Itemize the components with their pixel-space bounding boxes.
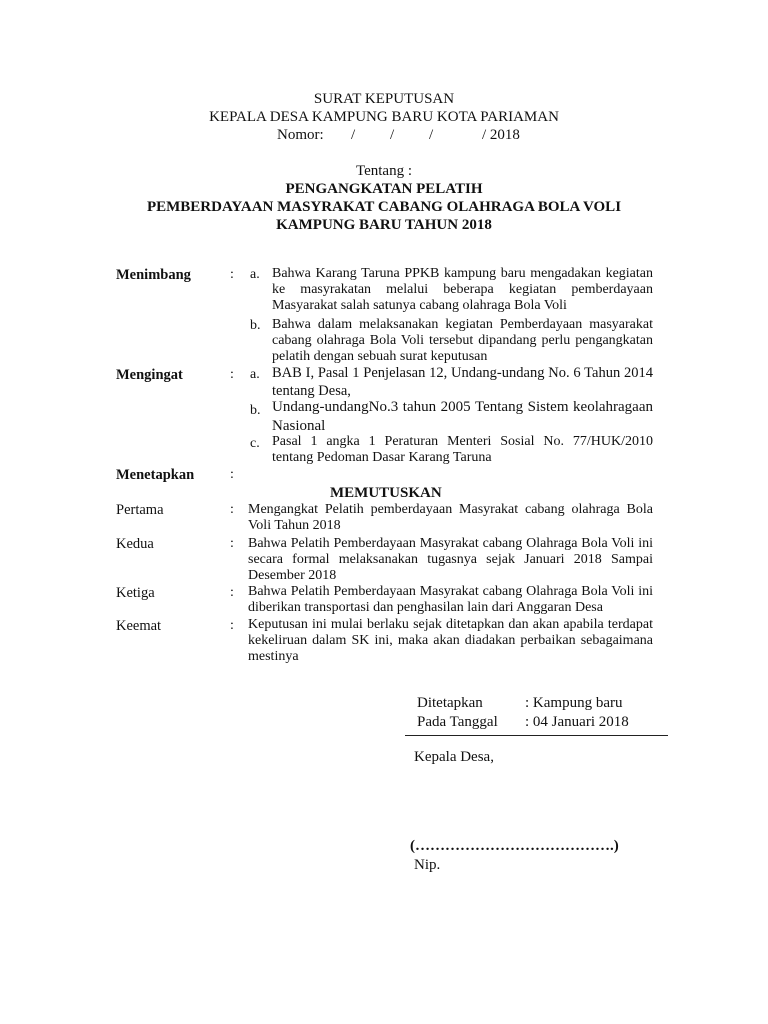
signature-divider <box>405 735 668 736</box>
nomor-label: Nomor: <box>277 127 324 143</box>
mengingat-item-a: BAB I, Pasal 1 Penjelasan 12, Undang-undang No. 6 Tahun 2014 tentang Desa, <box>272 365 653 399</box>
document-issuer: KEPALA DESA KAMPUNG BARU KOTA PARIAMAN <box>209 109 559 125</box>
ketiga-label: Ketiga <box>116 585 155 601</box>
subject-line: KAMPUNG BARU TAHUN 2018 <box>276 217 492 233</box>
keemat-text: Keputusan ini mulai berlaku sejak ditetapkan dan akan apabila terdapat kekeliruan dalam SK ini, maka akan diadakan perbaikan sebagaimana mestinya <box>248 617 653 664</box>
section-colon: : <box>230 502 234 517</box>
pertama-label: Pertama <box>116 502 164 518</box>
section-colon: : <box>230 585 234 600</box>
item-letter: b. <box>250 318 261 333</box>
section-colon: : <box>230 267 234 282</box>
signer-role: Kepala Desa, <box>414 749 494 765</box>
menimbang-item-b: Bahwa dalam melaksanakan kegiatan Pemberdayaan masyarakat cabang olahraga Bola Voli tersebut dipandang perlu pengangkatan pelatih dengan sebuah surat keputusan <box>272 317 653 364</box>
menimbang-item-a: Bahwa Karang Taruna PPKB kampung baru mengadakan kegiatan ke masyrakatan melalui beberapa kegiatan pemberdayaan Masyarakat salah satunya cabang olahraga Bola Voli <box>272 266 653 313</box>
menimbang-label: Menimbang <box>116 267 191 283</box>
mengingat-item-c: Pasal 1 angka 1 Peraturan Menteri Sosial No. 77/HUK/2010 tentang Pedoman Dasar Karang Taruna <box>272 434 653 465</box>
nomor-slash: / <box>429 127 434 143</box>
subject-line: PEMBERDAYAAN MASYRAKAT CABANG OLAHRAGA BOLA VOLI <box>146 199 622 215</box>
ditetapkan-label: Ditetapkan <box>417 695 483 711</box>
section-colon: : <box>230 367 234 382</box>
menetapkan-label: Menetapkan <box>116 467 195 483</box>
kedua-label: Kedua <box>116 536 154 552</box>
item-letter: b. <box>250 403 261 418</box>
tentang-label: Tentang : <box>355 163 412 179</box>
signer-name-placeholder: (………………………………….) <box>410 838 619 854</box>
tanggal-label: Pada Tanggal <box>417 714 498 730</box>
ketiga-text: Bahwa Pelatih Pemberdayaan Masyrakat cabang Olahraga Bola Voli ini diberikan transportasi dan penghasilan lain dari Anggaran Desa <box>248 584 653 615</box>
subject-line: PENGANGKATAN PELATIH <box>285 181 483 197</box>
tanggal-value: : 04 Januari 2018 <box>525 714 629 730</box>
item-letter: a. <box>250 267 260 282</box>
nomor-slash: / <box>351 127 356 143</box>
mengingat-label: Mengingat <box>116 367 183 383</box>
signer-nip: Nip. <box>414 857 441 873</box>
item-letter: a. <box>250 367 260 382</box>
nomor-year: / 2018 <box>482 127 520 143</box>
section-colon: : <box>230 618 234 633</box>
mengingat-item-b: Undang-undangNo.3 tahun 2005 Tentang Sistem keolahragaan Nasional <box>272 399 653 434</box>
pertama-text: Mengangkat Pelatih pemberdayaan Masyrakat cabang olahraga Bola Voli Tahun 2018 <box>248 502 653 533</box>
item-letter: c. <box>250 436 260 451</box>
keemat-label: Keemat <box>116 618 162 634</box>
section-colon: : <box>230 467 234 482</box>
memutuskan-heading: MEMUTUSKAN <box>330 485 442 501</box>
document-title: SURAT KEPUTUSAN <box>313 91 455 107</box>
section-colon: : <box>230 536 234 551</box>
kedua-text: Bahwa Pelatih Pemberdayaan Masyrakat cabang Olahraga Bola Voli ini secara formal melaksanakan tugasnya sejak Januari 2018 Sampai Desember 2018 <box>248 536 653 583</box>
nomor-slash: / <box>390 127 395 143</box>
ditetapkan-value: : Kampung baru <box>525 695 623 711</box>
